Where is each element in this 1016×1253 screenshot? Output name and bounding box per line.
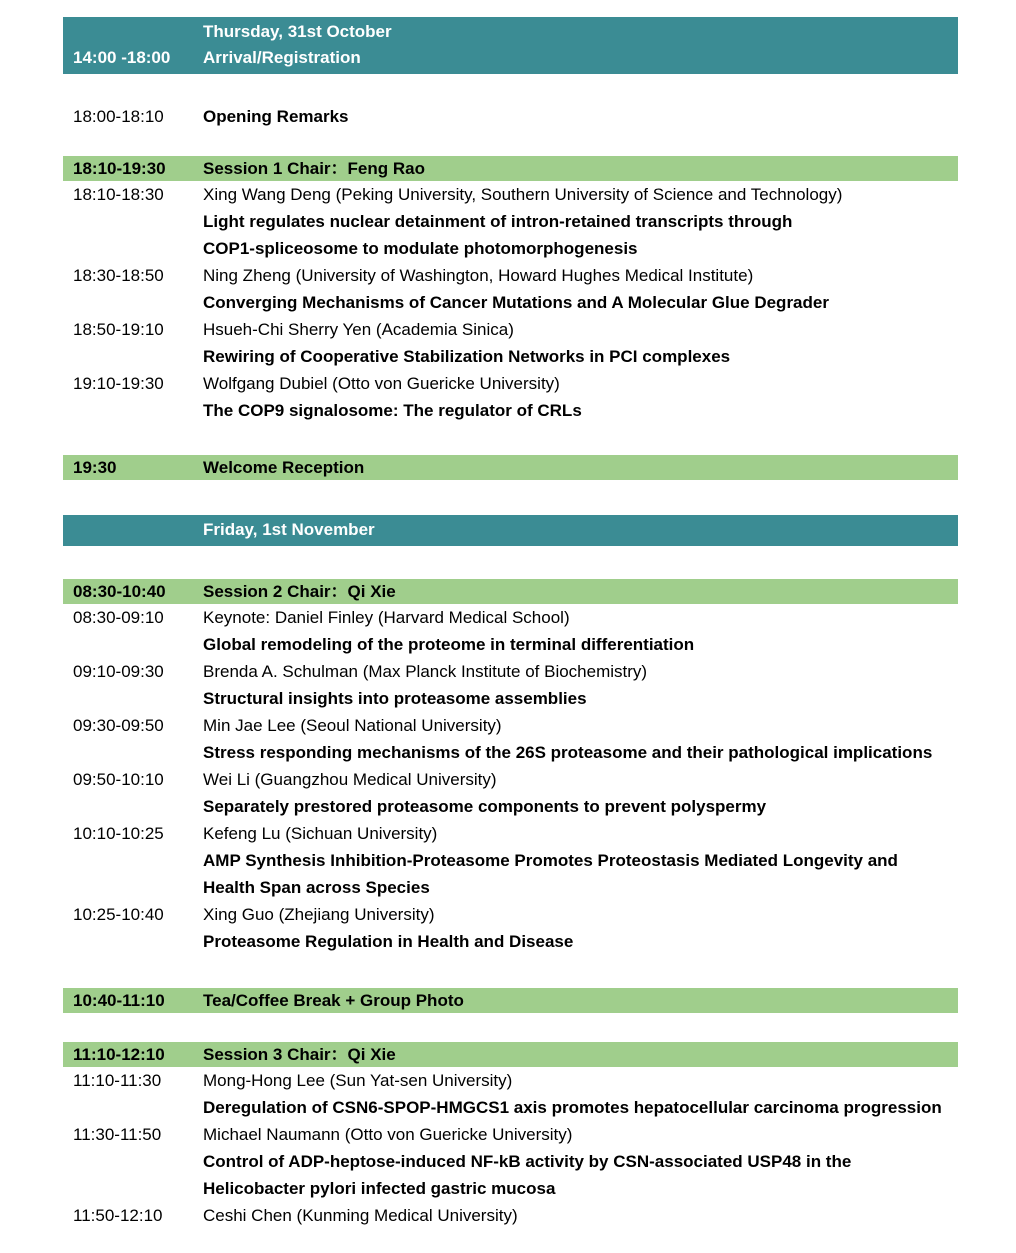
talk-title-row xyxy=(63,235,958,262)
speaker-row xyxy=(63,658,958,685)
session-header-bar xyxy=(63,579,958,604)
speaker-row xyxy=(63,1067,958,1094)
time-cell: 08:30-10:40 xyxy=(73,582,166,601)
spacer xyxy=(63,130,958,156)
talk-title-row xyxy=(63,289,958,316)
label-cell: Wolfgang Dubiel (Otto von Guericke University) xyxy=(203,374,560,393)
label-cell: Arrival/Registration xyxy=(203,48,361,67)
time-cell: 14:00 -18:00 xyxy=(73,48,171,67)
label-cell: Structural insights into proteasome assemblies xyxy=(203,689,587,708)
talk-title-row xyxy=(63,928,958,955)
event-bar xyxy=(63,988,958,1013)
speaker-row xyxy=(63,262,958,289)
label-cell: Xing Guo (Zhejiang University) xyxy=(203,905,435,924)
label-cell: Wei Li (Guangzhou Medical University) xyxy=(203,770,497,789)
time-cell: 11:10-11:30 xyxy=(73,1071,162,1090)
label-cell: The COP9 signalosome: The regulator of CRLs xyxy=(203,401,582,420)
label-cell: Ning Zheng (University of Washington, Howard Hughes Medical Institute) xyxy=(203,266,754,285)
time-cell: 11:30-11:50 xyxy=(73,1125,162,1144)
label-cell: Opening Remarks xyxy=(203,107,349,126)
day-header-bar xyxy=(63,17,958,74)
label-cell: Ceshi Chen (Kunming Medical University) xyxy=(203,1206,518,1225)
spacer xyxy=(63,955,958,988)
label-cell: Kefeng Lu (Sichuan University) xyxy=(203,824,438,843)
time-cell: 11:10-12:10 xyxy=(73,1045,165,1064)
time-cell: 18:00-18:10 xyxy=(73,107,164,126)
spacer xyxy=(63,1013,958,1042)
time-cell: 18:50-19:10 xyxy=(73,320,164,339)
talk-title-row xyxy=(63,847,958,874)
time-cell: 09:10-09:30 xyxy=(73,662,164,681)
time-cell: 08:30-09:10 xyxy=(73,608,164,627)
talk-title-row xyxy=(63,631,958,658)
label-cell: Global remodeling of the proteome in terminal differentiation xyxy=(203,635,695,654)
speaker-row xyxy=(63,766,958,793)
label-cell: Min Jae Lee (Seoul National University) xyxy=(203,716,502,735)
label-cell: Helicobacter pylori infected gastric mucosa xyxy=(203,1179,556,1198)
speaker-row xyxy=(63,604,958,631)
event-row xyxy=(63,103,958,130)
label-cell: Session 1 Chair：Feng Rao xyxy=(203,159,425,178)
talk-title-row xyxy=(63,685,958,712)
talk-title-row xyxy=(63,1175,958,1202)
time-cell: 10:40-11:10 xyxy=(73,991,165,1010)
label-cell: Control of ADP-heptose-induced NF-kB activity by CSN-associated USP48 in the xyxy=(203,1152,852,1171)
label-cell: Friday, 1st November xyxy=(203,520,375,539)
day-header-line xyxy=(63,517,958,543)
talk-title-row xyxy=(63,397,958,424)
schedule xyxy=(63,17,958,1229)
label-cell: Deregulation of CSN6-SPOP-HMGCS1 axis promotes hepatocellular carcinoma progression xyxy=(203,1098,942,1117)
day-header-bar xyxy=(63,515,958,546)
speaker-row xyxy=(63,1202,958,1229)
label-cell: Proteasome Regulation in Health and Disease xyxy=(203,932,574,951)
label-cell: Brenda A. Schulman (Max Planck Institute of Biochemistry) xyxy=(203,662,648,681)
label-cell: Converging Mechanisms of Cancer Mutations and A Molecular Glue Degrader xyxy=(203,293,829,312)
time-cell: 19:10-19:30 xyxy=(73,374,164,393)
label-cell: Thursday, 31st October xyxy=(203,22,392,41)
speaker-row xyxy=(63,1121,958,1148)
spacer xyxy=(63,424,958,455)
time-cell: 09:30-09:50 xyxy=(73,716,164,735)
label-cell: Michael Naumann (Otto von Guericke University) xyxy=(203,1125,573,1144)
speaker-row xyxy=(63,820,958,847)
label-cell: Keynote: Daniel Finley (Harvard Medical School) xyxy=(203,608,570,627)
speaker-row xyxy=(63,370,958,397)
day-header-line xyxy=(63,45,958,71)
talk-title-row xyxy=(63,793,958,820)
time-cell: 18:10-19:30 xyxy=(73,159,166,178)
label-cell: Light regulates nuclear detainment of intron-retained transcripts through xyxy=(203,212,793,231)
label-cell: Separately prestored proteasome components to prevent polyspermy xyxy=(203,797,767,816)
time-cell: 18:10-18:30 xyxy=(73,185,164,204)
time-cell: 11:50-12:10 xyxy=(73,1206,163,1225)
talk-title-row xyxy=(63,1148,958,1175)
speaker-row xyxy=(63,316,958,343)
label-cell: Session 3 Chair：Qi Xie xyxy=(203,1045,396,1064)
talk-title-row xyxy=(63,739,958,766)
event-bar xyxy=(63,455,958,480)
session-header-bar xyxy=(63,156,958,181)
label-cell: AMP Synthesis Inhibition-Proteasome Promotes Proteostasis Mediated Longevity and xyxy=(203,851,898,870)
label-cell: Hsueh-Chi Sherry Yen (Academia Sinica) xyxy=(203,320,514,339)
spacer xyxy=(63,546,958,579)
label-cell: Xing Wang Deng (Peking University, Southern University of Science and Technology) xyxy=(203,185,843,204)
time-cell: 10:10-10:25 xyxy=(73,824,164,843)
time-cell: 19:30 xyxy=(73,458,117,477)
time-cell: 10:25-10:40 xyxy=(73,905,164,924)
spacer xyxy=(63,480,958,515)
time-cell: 09:50-10:10 xyxy=(73,770,164,789)
label-cell: Stress responding mechanisms of the 26S proteasome and their pathological implications xyxy=(203,743,933,762)
talk-title-row xyxy=(63,874,958,901)
day-header-line xyxy=(63,19,958,45)
speaker-row xyxy=(63,712,958,739)
label-cell: Mong-Hong Lee (Sun Yat-sen University) xyxy=(203,1071,513,1090)
label-cell: Welcome Reception xyxy=(203,458,365,477)
spacer xyxy=(63,74,958,103)
label-cell: Session 2 Chair：Qi Xie xyxy=(203,582,396,601)
session-header-bar xyxy=(63,1042,958,1067)
label-cell: Rewiring of Cooperative Stabilization Networks in PCI complexes xyxy=(203,347,731,366)
talk-title-row xyxy=(63,1094,958,1121)
speaker-row xyxy=(63,901,958,928)
speaker-row xyxy=(63,181,958,208)
talk-title-row xyxy=(63,208,958,235)
label-cell: COP1-spliceosome to modulate photomorphogenesis xyxy=(203,239,638,258)
talk-title-row xyxy=(63,343,958,370)
label-cell: Tea/Coffee Break + Group Photo xyxy=(203,991,464,1010)
time-cell: 18:30-18:50 xyxy=(73,266,164,285)
label-cell: Health Span across Species xyxy=(203,878,430,897)
